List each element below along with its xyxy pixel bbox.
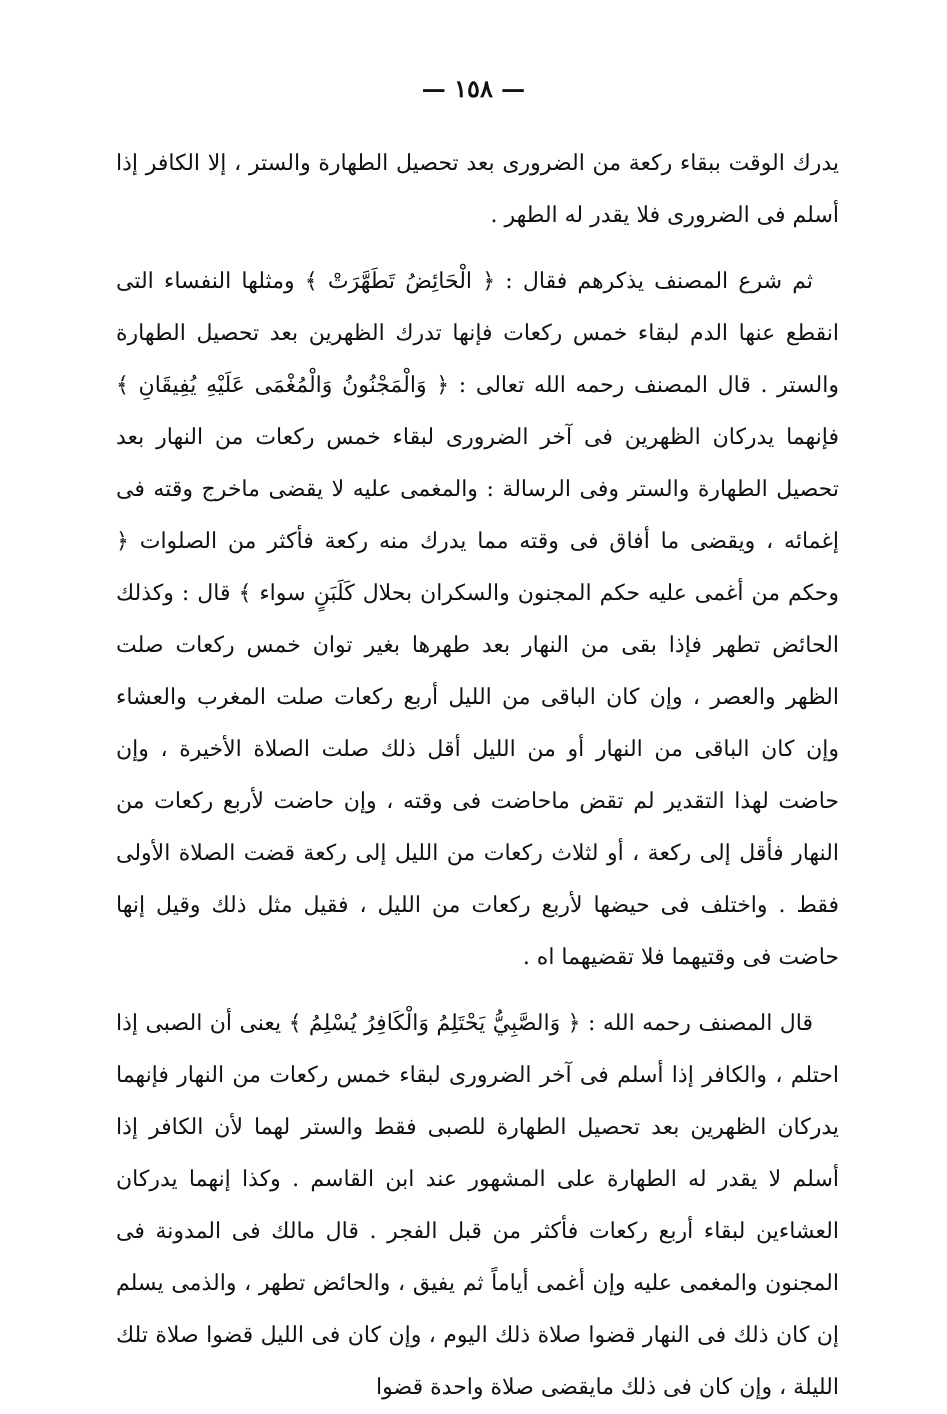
- page-number: — ١٥٨ —: [421, 74, 526, 103]
- paragraph-1: يدرك الوقت ببقاء ركعة من الضرورى بعد تحصيل الطهارة والستر ، إلا الكافر إذا أسلم فى الضرورى فلا يقدر له الطهر .: [116, 151, 839, 228]
- body-text: [116, 138, 839, 1414]
- paragraph-3: قال المصنف رحمه الله : ﴿ وَالصَّبِيُّ يَحْتَلِمُ وَالْكَافِرُ يُسْلِمُ ﴾ يعنى أن الصبى إذا احتلم ، والكافر إذا أسلم فى آخر الضرورى لبقاء خمس ركعات من النهار فإنهما يدركان الظهرين بعد تحصيل الطهارة للصبى فقط والستر لهما لأن الكافر إذا أسلم لا يقدر له الطهارة على المشهور عند ابن القاسم . وكذا إنهما يدركان العشاءين لبقاء أربع ركعات فأكثر من قبل الفجر . قال مالك فى المدونة فى المجنون والمغمى عليه وإن أغمى أياماً ثم يفيق ، والحائض تطهر ، والذمى يسلم إن كان ذلك فى النهار قضوا صلاة ذلك اليوم ، وإن كان فى الليل قضوا صلاة تلك الليلة ، وإن كان فى ذلك مايقضى صلاة واحدة قضوا: [116, 1011, 839, 1400]
- paragraph-2: ثم شرع المصنف يذكرهم فقال : ﴿ الْحَائِضُ تَطَهَّرَتْ ﴾ ومثلها النفساء التى انقطع عنها الدم لبقاء خمس ركعات فإنها تدرك الظهرين بعد تحصيل الطهارة والستر . قال المصنف رحمه الله تعالى : ﴿ وَالْمَجْنُونُ وَالْمُغْمَى عَلَيْهِ يُفِيقَانِ ﴾ فإنهما يدركان الظهرين فى آخر الضرورى لبقاء خمس ركعات من النهار بعد تحصيل الطهارة والستر وفى الرسالة : والمغمى عليه لا يقضى ماخرج وقته فى إغمائه ، ويقضى ما أفاق فى وقته مما يدرك منه ركعة فأكثر من الصلوات ﴿ وحكم من أغمى عليه حكم المجنون والسكران بحلال كَلَبَنٍ سواء ﴾ قال : وكذلك الحائض تطهر فإذا بقى من النهار بعد طهرها بغير توان خمس ركعات صلت الظهر والعصر ، وإن كان الباقى من الليل أربع ركعات صلت المغرب والعشاء وإن كان الباقى من النهار أو من الليل أقل ذلك صلت الصلاة الأخيرة ، وإن حاضت لهذا التقدير لم تقض ماحاضت فى وقته ، وإن حاضت لأربع ركعات من النهار فأقل إلى ركعة ، أو لثلاث ركعات من الليل إلى ركعة قضت الصلاة الأولى فقط . واختلف فى حيضها لأربع ركعات من الليل ، فقيل مثل ذلك وقيل إنها حاضت فى وقتيهما فلا تقضيهما اه .: [116, 269, 839, 970]
